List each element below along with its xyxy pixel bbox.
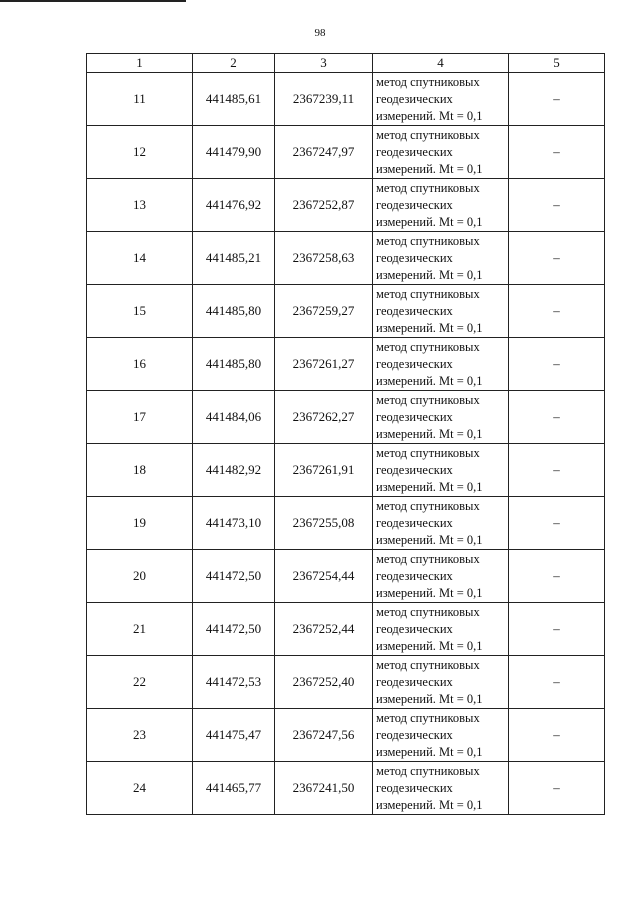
method-line: геодезических xyxy=(376,515,453,530)
column-header-2: 2 xyxy=(193,54,275,73)
column-5-cell: – xyxy=(509,444,605,497)
method-line: метод спутниковых xyxy=(376,127,480,142)
method-line: метод спутниковых xyxy=(376,551,480,566)
column-5-cell: – xyxy=(509,497,605,550)
table-row xyxy=(87,762,605,815)
y-coordinate-cell: 2367252,87 xyxy=(275,179,373,232)
method-line: геодезических xyxy=(376,197,453,212)
column-header-4: 4 xyxy=(373,54,509,73)
column-5-cell: – xyxy=(509,603,605,656)
point-number-cell: 19 xyxy=(87,497,193,550)
method-line: метод спутниковых xyxy=(376,339,480,354)
x-coordinate-cell: 441472,50 xyxy=(193,603,275,656)
method-line: измерений. Mt = 0,1 xyxy=(376,161,483,176)
method-line: геодезических xyxy=(376,568,453,583)
column-header-5: 5 xyxy=(509,54,605,73)
method-line: метод спутниковых xyxy=(376,657,480,672)
column-header-1: 1 xyxy=(87,54,193,73)
method-line: измерений. Mt = 0,1 xyxy=(376,320,483,335)
method-line: геодезических xyxy=(376,91,453,106)
column-5-cell: – xyxy=(509,179,605,232)
point-number-cell: 21 xyxy=(87,603,193,656)
point-number-cell: 15 xyxy=(87,285,193,338)
table-row xyxy=(87,232,605,285)
method-cell xyxy=(373,338,509,391)
method-line: геодезических xyxy=(376,780,453,795)
point-number-cell: 22 xyxy=(87,656,193,709)
y-coordinate-cell: 2367239,11 xyxy=(275,73,373,126)
x-coordinate-cell: 441485,21 xyxy=(193,232,275,285)
table-row xyxy=(87,126,605,179)
point-number-cell: 20 xyxy=(87,550,193,603)
y-coordinate-cell: 2367247,97 xyxy=(275,126,373,179)
column-5-cell: – xyxy=(509,338,605,391)
point-number-cell: 11 xyxy=(87,73,193,126)
method-line: метод спутниковых xyxy=(376,763,480,778)
method-line: метод спутниковых xyxy=(376,710,480,725)
y-coordinate-cell: 2367261,27 xyxy=(275,338,373,391)
column-5-cell: – xyxy=(509,391,605,444)
x-coordinate-cell: 441482,92 xyxy=(193,444,275,497)
method-line: метод спутниковых xyxy=(376,498,480,513)
method-line: измерений. Mt = 0,1 xyxy=(376,691,483,706)
x-coordinate-cell: 441475,47 xyxy=(193,709,275,762)
y-coordinate-cell: 2367261,91 xyxy=(275,444,373,497)
method-cell xyxy=(373,656,509,709)
column-5-cell: – xyxy=(509,709,605,762)
method-cell xyxy=(373,762,509,815)
method-line: измерений. Mt = 0,1 xyxy=(376,479,483,494)
method-line: геодезических xyxy=(376,462,453,477)
method-line: метод спутниковых xyxy=(376,392,480,407)
method-cell xyxy=(373,444,509,497)
column-5-cell: – xyxy=(509,73,605,126)
y-coordinate-cell: 2367241,50 xyxy=(275,762,373,815)
method-line: измерений. Mt = 0,1 xyxy=(376,585,483,600)
x-coordinate-cell: 441485,80 xyxy=(193,338,275,391)
point-number-cell: 24 xyxy=(87,762,193,815)
point-number-cell: 18 xyxy=(87,444,193,497)
method-line: измерений. Mt = 0,1 xyxy=(376,797,483,812)
table-row xyxy=(87,179,605,232)
method-cell xyxy=(373,709,509,762)
table-row xyxy=(87,285,605,338)
x-coordinate-cell: 441484,06 xyxy=(193,391,275,444)
y-coordinate-cell: 2367254,44 xyxy=(275,550,373,603)
table-row xyxy=(87,73,605,126)
y-coordinate-cell: 2367255,08 xyxy=(275,497,373,550)
table-row xyxy=(87,444,605,497)
table-row xyxy=(87,603,605,656)
point-number-cell: 14 xyxy=(87,232,193,285)
column-5-cell: – xyxy=(509,285,605,338)
x-coordinate-cell: 441485,61 xyxy=(193,73,275,126)
x-coordinate-cell: 441479,90 xyxy=(193,126,275,179)
method-line: измерений. Mt = 0,1 xyxy=(376,108,483,123)
method-line: метод спутниковых xyxy=(376,286,480,301)
top-rule xyxy=(0,0,186,2)
column-5-cell: – xyxy=(509,762,605,815)
method-cell xyxy=(373,126,509,179)
table-row xyxy=(87,709,605,762)
method-line: метод спутниковых xyxy=(376,233,480,248)
method-cell xyxy=(373,391,509,444)
table-row xyxy=(87,391,605,444)
method-line: измерений. Mt = 0,1 xyxy=(376,267,483,282)
method-line: измерений. Mt = 0,1 xyxy=(376,532,483,547)
point-number-cell: 13 xyxy=(87,179,193,232)
method-line: геодезических xyxy=(376,303,453,318)
method-cell xyxy=(373,550,509,603)
table-row xyxy=(87,550,605,603)
coordinates-table xyxy=(86,53,605,815)
method-line: метод спутниковых xyxy=(376,445,480,460)
method-line: геодезических xyxy=(376,727,453,742)
y-coordinate-cell: 2367252,40 xyxy=(275,656,373,709)
page-number: 98 xyxy=(314,27,326,39)
method-line: геодезических xyxy=(376,621,453,636)
y-coordinate-cell: 2367247,56 xyxy=(275,709,373,762)
method-cell xyxy=(373,497,509,550)
column-header-3: 3 xyxy=(275,54,373,73)
method-line: метод спутниковых xyxy=(376,74,480,89)
method-line: геодезических xyxy=(376,356,453,371)
method-line: измерений. Mt = 0,1 xyxy=(376,426,483,441)
x-coordinate-cell: 441485,80 xyxy=(193,285,275,338)
column-5-cell: – xyxy=(509,126,605,179)
method-line: метод спутниковых xyxy=(376,180,480,195)
y-coordinate-cell: 2367259,27 xyxy=(275,285,373,338)
point-number-cell: 16 xyxy=(87,338,193,391)
method-cell xyxy=(373,285,509,338)
y-coordinate-cell: 2367262,27 xyxy=(275,391,373,444)
column-5-cell: – xyxy=(509,232,605,285)
table-row xyxy=(87,338,605,391)
method-line: измерений. Mt = 0,1 xyxy=(376,744,483,759)
x-coordinate-cell: 441465,77 xyxy=(193,762,275,815)
method-cell xyxy=(373,603,509,656)
method-line: геодезических xyxy=(376,144,453,159)
method-line: измерений. Mt = 0,1 xyxy=(376,638,483,653)
method-cell xyxy=(373,232,509,285)
x-coordinate-cell: 441473,10 xyxy=(193,497,275,550)
method-cell xyxy=(373,73,509,126)
point-number-cell: 12 xyxy=(87,126,193,179)
method-cell xyxy=(373,179,509,232)
method-line: геодезических xyxy=(376,674,453,689)
y-coordinate-cell: 2367258,63 xyxy=(275,232,373,285)
method-line: метод спутниковых xyxy=(376,604,480,619)
x-coordinate-cell: 441472,53 xyxy=(193,656,275,709)
column-5-cell: – xyxy=(509,656,605,709)
column-5-cell: – xyxy=(509,550,605,603)
table-row xyxy=(87,497,605,550)
method-line: измерений. Mt = 0,1 xyxy=(376,373,483,388)
y-coordinate-cell: 2367252,44 xyxy=(275,603,373,656)
x-coordinate-cell: 441472,50 xyxy=(193,550,275,603)
point-number-cell: 17 xyxy=(87,391,193,444)
table-row xyxy=(87,656,605,709)
x-coordinate-cell: 441476,92 xyxy=(193,179,275,232)
point-number-cell: 23 xyxy=(87,709,193,762)
method-line: геодезических xyxy=(376,250,453,265)
method-line: геодезических xyxy=(376,409,453,424)
method-line: измерений. Mt = 0,1 xyxy=(376,214,483,229)
header-row xyxy=(87,54,605,73)
